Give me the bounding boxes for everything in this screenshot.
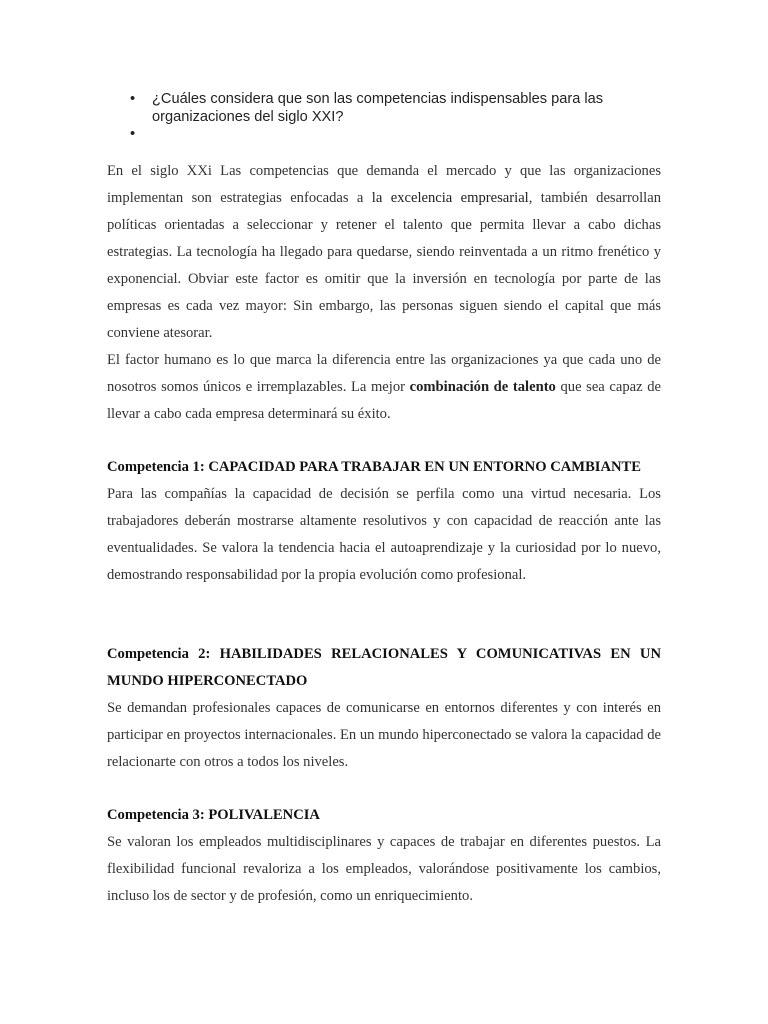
section-body: Se valoran los empleados multidisciplinares y capaces de trabajar en diferentes puestos. La flexibilidad funcional revaloriza a los empleados, valorándose positivamente los cambios, incluso los de sector y de profesión, como un enriquecimiento. xyxy=(107,834,661,904)
section-heading: Competencia 2: HABILIDADES RELACIONALES Y COMUNICATIVAS EN UN MUNDO HIPERCONECTADO xyxy=(107,646,661,689)
competencia-3-section xyxy=(107,802,661,910)
bold-phrase: combinación de talento xyxy=(409,379,556,395)
bullet-icon: • xyxy=(130,126,136,142)
list-item xyxy=(130,126,650,144)
intro-text: que sea capaz de llevar a cabo cada empresa determinará su éxito. xyxy=(107,379,661,422)
intro-paragraph-2 xyxy=(107,347,661,428)
intro-text: , también desarrollan políticas orientadas a seleccionar y retener el talento que permita llevar a cabo dichas estrategias. La tecnología ha llegado para quedarse, siendo reinventada a un ritmo frenético y exponencial. Obviar este factor es omitir que la inversión en tecnología por parte de las empresas es cada vez mayor: Sin embargo, las personas siguen siendo el capital que más conviene atesorar. xyxy=(107,190,661,341)
competencia-1-section xyxy=(107,454,661,589)
intro-text: En el siglo XXi Las competencias que demanda el mercado y que las organizaciones implementan son estrategias enfocadas a xyxy=(107,163,661,206)
list-item xyxy=(130,91,650,126)
bullet-icon: • xyxy=(130,91,136,107)
highlight-phrase: la excelencia empresarial xyxy=(371,190,529,206)
section-body: Se demandan profesionales capaces de comunicarse en entornos diferentes y con interés en participar en proyectos internacionales. En un mundo hiperconectado se valora la capacidad de relacionarte con otros a todos los niveles. xyxy=(107,700,661,770)
competencia-2-section xyxy=(107,641,661,776)
question-list xyxy=(130,91,650,144)
section-body: Para las compañías la capacidad de decisión se perfila como una virtud necesaria. Los trabajadores deberán mostrarse altamente resolutivos y con capacidad de reacción ante las eventualidades. Se valora la tendencia hacia el autoaprendizaje y la curiosidad por lo nuevo, demostrando responsabilidad por la propia evolución como profesional. xyxy=(107,486,661,583)
section-heading: Competencia 3: POLIVALENCIA xyxy=(107,807,320,823)
intro-paragraph-1 xyxy=(107,158,661,347)
section-heading: Competencia 1: CAPACIDAD PARA TRABAJAR EN UN ENTORNO CAMBIANTE xyxy=(107,459,642,475)
question-text: ¿Cuáles considera que son las competencias indispensables para las organizaciones del siglo XXI? xyxy=(152,91,604,125)
intro-text: El factor humano es lo que marca la diferencia entre las organizaciones ya que cada uno de nosotros somos únicos e irremplazables. La mejor xyxy=(107,352,661,395)
intro-section xyxy=(107,158,661,428)
